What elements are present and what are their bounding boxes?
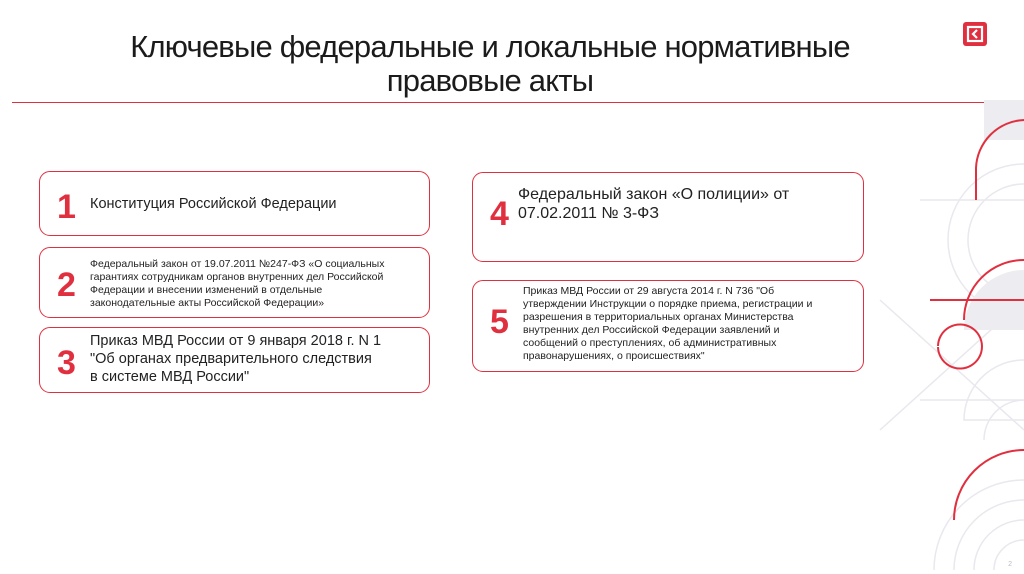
item-number-1: 1 — [57, 188, 76, 226]
item-text-4 — [518, 185, 789, 223]
item-5-line: внутренних дел Российской Федерации заявлений и — [523, 324, 780, 336]
item-text-1: Конституция Российской Федерации — [90, 196, 337, 212]
item-5-line: разрешения в территориальных органах Министерства — [523, 311, 794, 323]
title-line-2: правовые акты — [386, 63, 594, 98]
item-number-4: 4 — [490, 195, 509, 233]
page-title — [40, 30, 940, 98]
logo-icon — [963, 22, 987, 46]
item-2-line: Федеральный закон от 19.07.2011 №247-ФЗ «О социальных — [90, 258, 385, 270]
item-2-line: законодательные акты Российской Федерации» — [90, 297, 325, 309]
item-text-3 — [90, 332, 381, 386]
item-2-line: гарантиях сотрудникам органов внутренних дел Российской — [90, 271, 384, 283]
item-text-2 — [90, 258, 384, 310]
item-5-line: правонарушениях, о происшествиях" — [523, 350, 705, 362]
logo — [963, 22, 987, 46]
item-5-line: утверждении Инструкции о порядке приема, регистрации и — [523, 298, 813, 310]
item-5-line: Приказ МВД России от 29 августа 2014 г. N 736 "Об — [523, 285, 775, 297]
page-number: 2 — [1008, 561, 1012, 568]
item-number-5: 5 — [490, 303, 509, 341]
item-number-2: 2 — [57, 266, 76, 304]
item-3-line: Приказ МВД России от 9 января 2018 г. N 1 — [90, 333, 382, 349]
item-4-line: Федеральный закон «О полиции» от — [518, 186, 790, 203]
title-line-1: Ключевые федеральные и локальные нормативные — [130, 29, 850, 64]
title-divider — [12, 102, 1006, 103]
item-card-4 — [472, 172, 864, 262]
item-number-3: 3 — [57, 344, 76, 382]
decorative-pattern — [860, 100, 1024, 574]
item-4-line: 07.02.2011 № 3-ФЗ — [518, 205, 659, 222]
item-card-2 — [39, 247, 430, 318]
item-2-line: Федерации и внесении изменений в отдельные — [90, 284, 323, 296]
item-card-3 — [39, 327, 430, 393]
item-card-5 — [472, 280, 864, 372]
item-3-line: "Об органах предварительного следствия — [90, 351, 372, 367]
item-5-line: сообщений о преступлениях, об административных — [523, 337, 777, 349]
item-card-1 — [39, 171, 430, 236]
item-3-line: в системе МВД России" — [90, 369, 250, 385]
item-text-5 — [523, 285, 812, 363]
